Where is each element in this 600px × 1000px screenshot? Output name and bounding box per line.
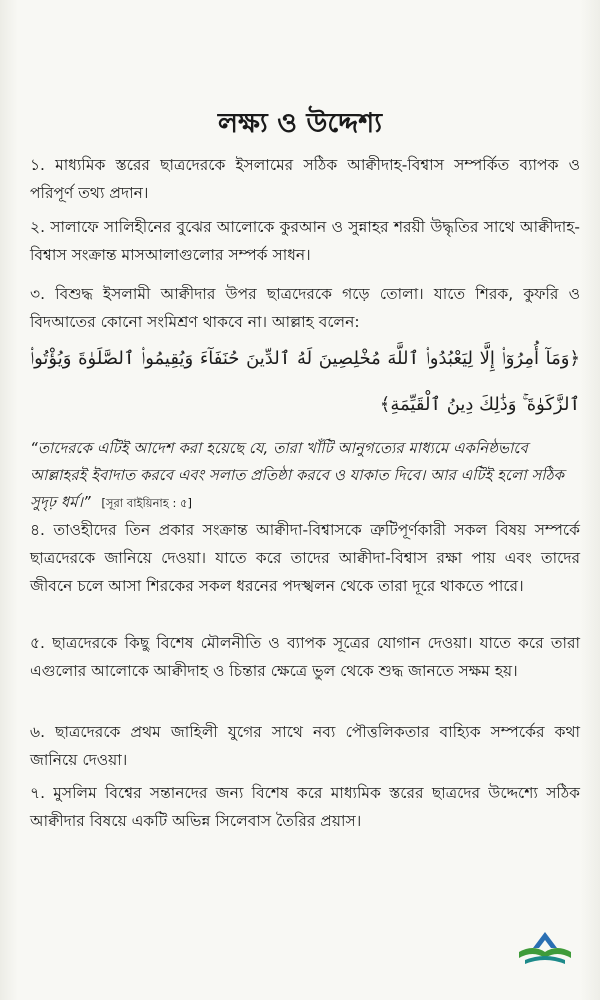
paragraph-4: ৪. তাওহীদের তিন প্রকার সংক্রান্ত আক্বীদা-বিশ্বাসকে ত্রুটিপূর্ণকারী সকল বিষয় সম্পর্কে ছাত্রদেরকে জানিয়ে দেওয়া। যাতে করে তাদের আক্বীদা-বিশ্বাস রক্ষা পায় এবং তাদের জীবনে চলে আসা শিরকের সকল ধরনের পদস্খলন থেকে তারা দূরে থাকতে পারে। bbox=[30, 521, 580, 595]
paragraph-5: ৫. ছাত্রদেরকে কিছু বিশেষ মৌলনীতি ও ব্যাপক সূত্রের যোগান দেওয়া। যাতে করে তারা এগুলোর আলোকে আক্বীদাহ ও চিন্তার ক্ষেত্রে ভুল থেকে শুদ্ধ জানতে সক্ষম হয়। bbox=[30, 634, 580, 680]
verse-translation bbox=[30, 435, 580, 517]
publisher-logo-icon bbox=[515, 922, 575, 970]
paragraph-7: ৭. মুসলিম বিশ্বের সন্তানদের জন্য বিশেষ করে মাধ্যমিক স্তরের ছাত্রদের উদ্দেশ্যে সঠিক আক্বীদার বিষয়ে একটি অভিন্ন সিলেবাস তৈরির প্রয়াস। bbox=[30, 784, 580, 830]
paragraph-3: ৩. বিশুদ্ধ ইসলামী আক্বীদার উপর ছাত্রদেরকে গড়ে তোলা। যাতে শিরক, কুফরি ও বিদআতের কোনো সংমিশ্রণ থাকবে না। আল্লাহ বলেন: bbox=[30, 285, 580, 331]
verse-translation-text: “তাদেরকে এটিই আদেশ করা হয়েছে যে, তারা খাঁটি আনুগত্যের মাধ্যমে একনিষ্ঠভাবে আল্লাহরই ইবাদাত করবে এবং সলাত প্রতিষ্ঠা করবে ও যাকাত দিবে। আর এটিই হলো সঠিক সুদৃঢ় ধর্ম।” bbox=[30, 439, 565, 511]
paragraph-6: ৬. ছাত্রদেরকে প্রথম জাহিলী যুগের সাথে নব্য পৌত্তলিকতার বাহ্যিক সম্পর্কের কথা জানিয়ে দেওয়া। bbox=[30, 723, 580, 769]
logo-arrow-icon bbox=[533, 932, 557, 948]
page-title: লক্ষ্য ও উদ্দেশ্য bbox=[217, 108, 383, 139]
verse-reference: [সূরা বাইয়িনাহ : ৫] bbox=[101, 496, 192, 510]
arabic-verse: ﴿وَمَآ أُمِرُوٓا۟ إِلَّا لِيَعْبُدُوا۟ ٱللَّهَ مُخْلِصِينَ لَهُ ٱلدِّينَ حُنَفَآءَ وَيُقِيمُوا۟ ٱلصَّلَوٰةَ وَيُؤْتُوا۟ ٱلزَّكَوٰةَ ۚ وَذَٰلِكَ دِينُ ٱلْقَيِّمَةِ﴾ bbox=[30, 348, 580, 415]
paragraph-2: ২. সালাফে সালিহীনের বুঝের আলোকে কুরআন ও সুন্নাহর শরয়ী উদ্ধৃতির সাথে আক্বীদাহ-বিশ্বাস সংক্রান্ত মাসআলাগুলোর সম্পর্ক সাধন। bbox=[30, 218, 580, 264]
paragraph-1: ১. মাধ্যমিক স্তরের ছাত্রদেরকে ইসলামের সঠিক আক্বীদাহ-বিশ্বাস সম্পর্কিত ব্যাপক ও পরিপূর্ণ তথ্য প্রদান। bbox=[30, 156, 580, 202]
logo-base-icon bbox=[525, 956, 565, 964]
